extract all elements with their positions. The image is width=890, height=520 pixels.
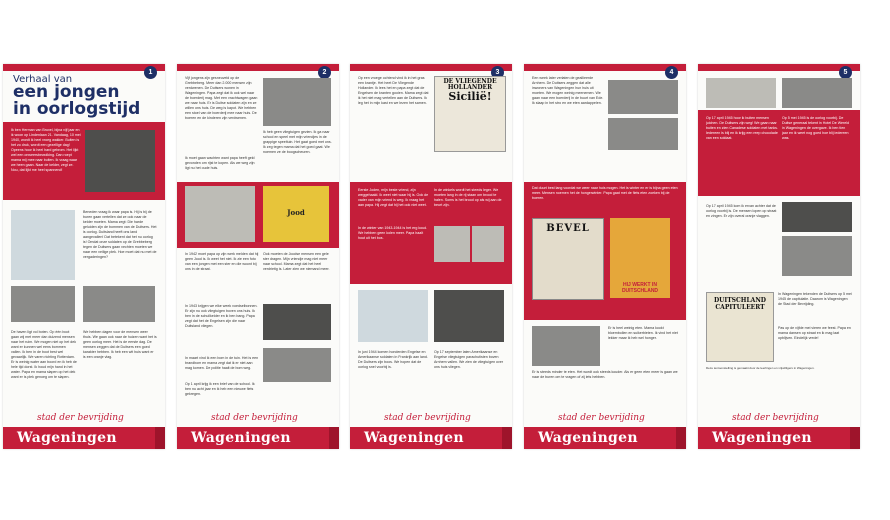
text-h: Op 1 april krijg ik een brief van de school. Ik ben nu acht jaar en ik heb een nieuwe fiets gekregen. xyxy=(185,382,255,396)
work-in-germany-poster: HIJ WERKT IN DUITSCHLAND xyxy=(610,218,670,298)
text-g: In maart vind ik een bom in de tuin. Het is een brandbom en mama zegt dat ik er niet aan mag komen. De politie haalt de bom weg. xyxy=(185,356,259,370)
text-c: Ik heb geen vliegtuigen gezien. Ik ga naar school en speel met mijn vriendjes in de grappige speeltuin. Het gaat goed met ons. Ik zeg tegen mama dat het goed gaat. We noemen ze de boogscheuren. xyxy=(263,130,332,154)
planes-photo xyxy=(434,290,504,342)
slogan: stad der bevrijding xyxy=(558,413,645,423)
city-name: Wageningen xyxy=(17,430,117,446)
text-a: Op een vroege ochtend vind ik in het gras een krantje. Het heet De Vliegende Hollander. Ik lees het en papa zegt dat de Engelsen de kranten gooien. Mama zegt dat ik het niet mag vertellen aan de Duitsers. Ik leg het in mijn kast en we lezen het samen. xyxy=(358,76,429,105)
evacuation-photo-2 xyxy=(608,118,678,150)
panel-3 xyxy=(350,64,512,449)
panel-number: 1 xyxy=(144,66,157,79)
text-b: Op 5 mei 1945 is de oorlog voorbij. De Duitse generaal tekent in Hotel De Wereld in Wageningen de overgave. Ik ben tien jaar en ik weet nog goed hoe blij iedereen was. xyxy=(782,116,850,140)
panel-1 xyxy=(3,64,165,449)
text-d: In Wageningen tekenden de Duitsers op 5 mei 1945 de capitulatie. Daarom is Wageningen de Stad der Bevrijding. xyxy=(778,292,852,306)
panel-number: 4 xyxy=(665,66,678,79)
panel-4 xyxy=(524,64,686,449)
text-d: In 1942 moet papa op zijn werk melden dat hij geen Jood is. Ik weet het niet. Ik zie een foto van een jongen met een ster en die woont bij ons in de straat. xyxy=(185,252,259,271)
panel-number: 5 xyxy=(839,66,852,79)
text-a: Op 17 april 1945 hoor ik buiten mensen juichen. De Duitsers zijn weg! We gaan naar buiten en zien Canadese soldaten met tanks. Iedereen is blij en ik krijg een reep chocolade van een soldaat. xyxy=(706,116,778,140)
panel-top-bar xyxy=(698,64,860,71)
food-photo xyxy=(532,326,600,366)
text-a: Beneden vraag ik waar papa is. Hij is bij de buren gaan vertellen dat ze ook naar de kelder moeten. Mama zegt: Die harde geluiden zijn de bommen van de Duitsers. Het is oorlog. Duitsland heeft ons land aangevallen! Dat betekent dat het nu oorlog is! Omdat onze soldaten op de Grebbeberg tegen de Duitsers gaan vechten moeten we naar een veilige plek. Hoe moet dat nu met de vergaderingen? xyxy=(83,210,157,259)
credits: Deze tentoonstelling is gemaakt door de leerlingen en vrijwilligers in Wageningen. xyxy=(706,366,815,370)
tanks-photo xyxy=(782,202,852,232)
text-e: Pas op de vijfde mei vieren we feest. Papa en mama dansen op straat en ik mag laat opblijven. Eindelijk vrede! xyxy=(778,326,851,340)
city-name: Wageningen xyxy=(538,430,638,446)
slogan: stad der bevrijding xyxy=(37,413,124,423)
panel-number: 3 xyxy=(491,66,504,79)
yellow-star-image: Jood xyxy=(263,186,329,242)
panel-footer xyxy=(177,413,339,449)
panel-footer xyxy=(3,413,165,449)
map-image xyxy=(11,210,75,280)
text-f: In 1943 krijgen we elke week voedselbonnen. Er zijn nu ook vliegtuigen boven ons huis. Ik ben in de schuilkelder en ik ben bang. Papa zegt dat het de Engelsen zijn die naar Duitsland vliegen. xyxy=(185,304,258,328)
document-photo xyxy=(185,186,255,242)
title-line-1: Verhaal van xyxy=(13,74,73,85)
city-name: Wageningen xyxy=(364,430,464,446)
text-c: Er is heel weinig eten. Mama kookt bloembollen en suikerbieten. Ik vind het niet lekker maar ik heb wel honger. xyxy=(608,326,678,340)
slogan: stad der bevrijding xyxy=(732,413,819,423)
text-f: Op 17 september laten Amerikaanse en Engelse vliegtuigen parachutisten boven Arnhem vallen. We zien de vliegtuigen over ons huis vliegen. xyxy=(434,350,504,369)
text-b: Ik moet gaan wachten want papa heeft geld gevonden om rijst te kopen. Als we weg zijn ligt nu het oude huis. xyxy=(185,156,255,170)
text-b: Eerste Joden, mijn beste vriend, zijn weggehaald. Ik weet niet waar hij is. Ook de vader van mijn vriend is weg. Ik vraag het aan papa. Hij zegt dat hij het ook niet weet. xyxy=(358,188,429,207)
panel-footer xyxy=(350,413,512,449)
panel-5 xyxy=(698,64,860,449)
intro-text: Ik ben Herman van Bruxel, bijna vijf jaar en ik woon op Lindenlaan 21. Vandaag, 10 mei 1940, wordt ik heel vroeg wakker. Buiten is het zo druk, wordt een gezellige dag! Opeens hoor ik heel hard gebrom. Het lijkt wel een onweersbewolking. Dan roept mama mij mee naar buiten. Ik vraag waar we heen gaan. Naar de kelder, zegt ze. Nou, dat lijkt me heel spannend! xyxy=(11,128,81,172)
text-b: De haven ligt vol boten. Op één boot gaan wij met meer dan duizend mensen naar het ruim. We mogen niet op het dek want er kunnen wel eens bommen vallen. Ik ben in de boot best wel gevaarlijk. We varen richting Rotterdam. Er is weinig water aan boord en ik heb de hele tijd dorst. Ik houd mijn hand in het water. Papa en mama slapen op het dek want er is plek genoeg om te slapen. xyxy=(11,330,77,379)
title-line-2: een jongen in oorlogstijd xyxy=(13,82,141,119)
boat-photo xyxy=(83,286,155,322)
evacuation-photo-1 xyxy=(608,80,678,114)
panel-top-bar xyxy=(3,64,165,71)
text-e: In juni 1944 komen honderden Engelse en Amerikaanse soldaten in Frankrijk aan land. De Duitsers zijn boos. We hopen dat de oorlog snel voorbij is. xyxy=(358,350,428,369)
city-name: Wageningen xyxy=(191,430,291,446)
text-d: In de winkels wordt het steeds leger. We moeten lang in de rij staan om brood te halen. Soms is het brood op als wij aan de beurt zijn. xyxy=(434,188,502,207)
card-photo xyxy=(472,226,504,262)
text-c: We hebben dagen voor de mensen weer thuis. We gaan ook naar de huizen want het is geen oorlog meer. Het is de eerste dag. De mensen zeggen dat de Duitsers een goed karakter hebben. Ik heb een wit huis want er is een oranje vlag. xyxy=(83,330,157,359)
bomber-photo xyxy=(263,304,331,340)
text-c: Op 17 april 1945 kom ik ervan achter dat de oorlog voorbij is. De mensen lopen op straat en zingen. Er zijn overal oranje vlaggen. xyxy=(706,204,777,218)
panel-2 xyxy=(177,64,339,449)
bevel-poster: BEVEL xyxy=(532,218,604,300)
panel-number: 2 xyxy=(318,66,331,79)
panel-top-bar xyxy=(350,64,512,71)
slogan: stad der bevrijding xyxy=(211,413,298,423)
slogan: stad der bevrijding xyxy=(384,413,471,423)
panel-footer xyxy=(524,413,686,449)
text-d: Er is steeds minder te eten. Het wordt ook steeds kouder. Als er geen eten meer is gaan we naar de buren om te vragen of zij iets hebben. xyxy=(532,370,678,379)
crowd-photo xyxy=(782,236,852,276)
text-c: In de winter van 1943-1944 is het erg koud. We hebben geen kolen meer. Papa haalt hout uit het bos. xyxy=(358,226,428,240)
harbour-photo xyxy=(11,286,75,322)
text-e: Ook moeten de Joodse mensen een gele ster dragen. Mijn vriendje mag niet meer naar school. Mama zegt dat het heel verdrietig is. Later zien we niemand meer. xyxy=(263,252,330,271)
normandy-map xyxy=(358,290,428,342)
city-name: Wageningen xyxy=(712,430,812,446)
text-b: Dat duurt best lang voordat we weer naar huis mogen. Het is winter en er is bijna geen eten meer. Mensen noemen het de hongerwinter. Papa gaat met de fiets eten zoeken bij de boeren. xyxy=(532,186,678,200)
text-a: Een week later verlaten de geallieerde Arnhem. De Duitsers zeggen dat alle inwoners van Wageningen hun huis uit moeten. We mogen weinig meenemen. We gaan naar een boerderij in de buurt van Ede. Ik slaap in het stro en we eten aardappelen. xyxy=(532,76,604,105)
street-photo xyxy=(263,348,331,382)
text-a: Vijf jongens zijn gesneuveld op de Grebbeberg. Meer dan 2.000 mensen zijn verdwenen. De Duitsers wonen in Wageningen. Papa zegt dat ik ook wel naar de boerderij mag. Met een vrachtwagen gaan we naar huis. Er is Duitse soldaten zijn en ze willen ons huis. De weg is kapot. We hebben een stoel van de boerderij mee naar huis. De boeren en de kinderen zijn verdwenen. xyxy=(185,76,258,120)
liberation-photo-1 xyxy=(706,78,776,108)
coupon-photo xyxy=(434,226,470,262)
newspaper-image: DE VLIEGENDE HOLLANDER Sicilië! xyxy=(434,76,506,152)
village-photo xyxy=(263,78,331,126)
liberation-photo-2 xyxy=(782,78,852,108)
panel-top-bar xyxy=(524,64,686,71)
panel-top-bar xyxy=(177,64,339,71)
capitulation-newspaper: DUITSCHLAND CAPITULEERT xyxy=(706,292,774,362)
panel-footer xyxy=(698,413,860,449)
boy-photo xyxy=(85,130,155,192)
